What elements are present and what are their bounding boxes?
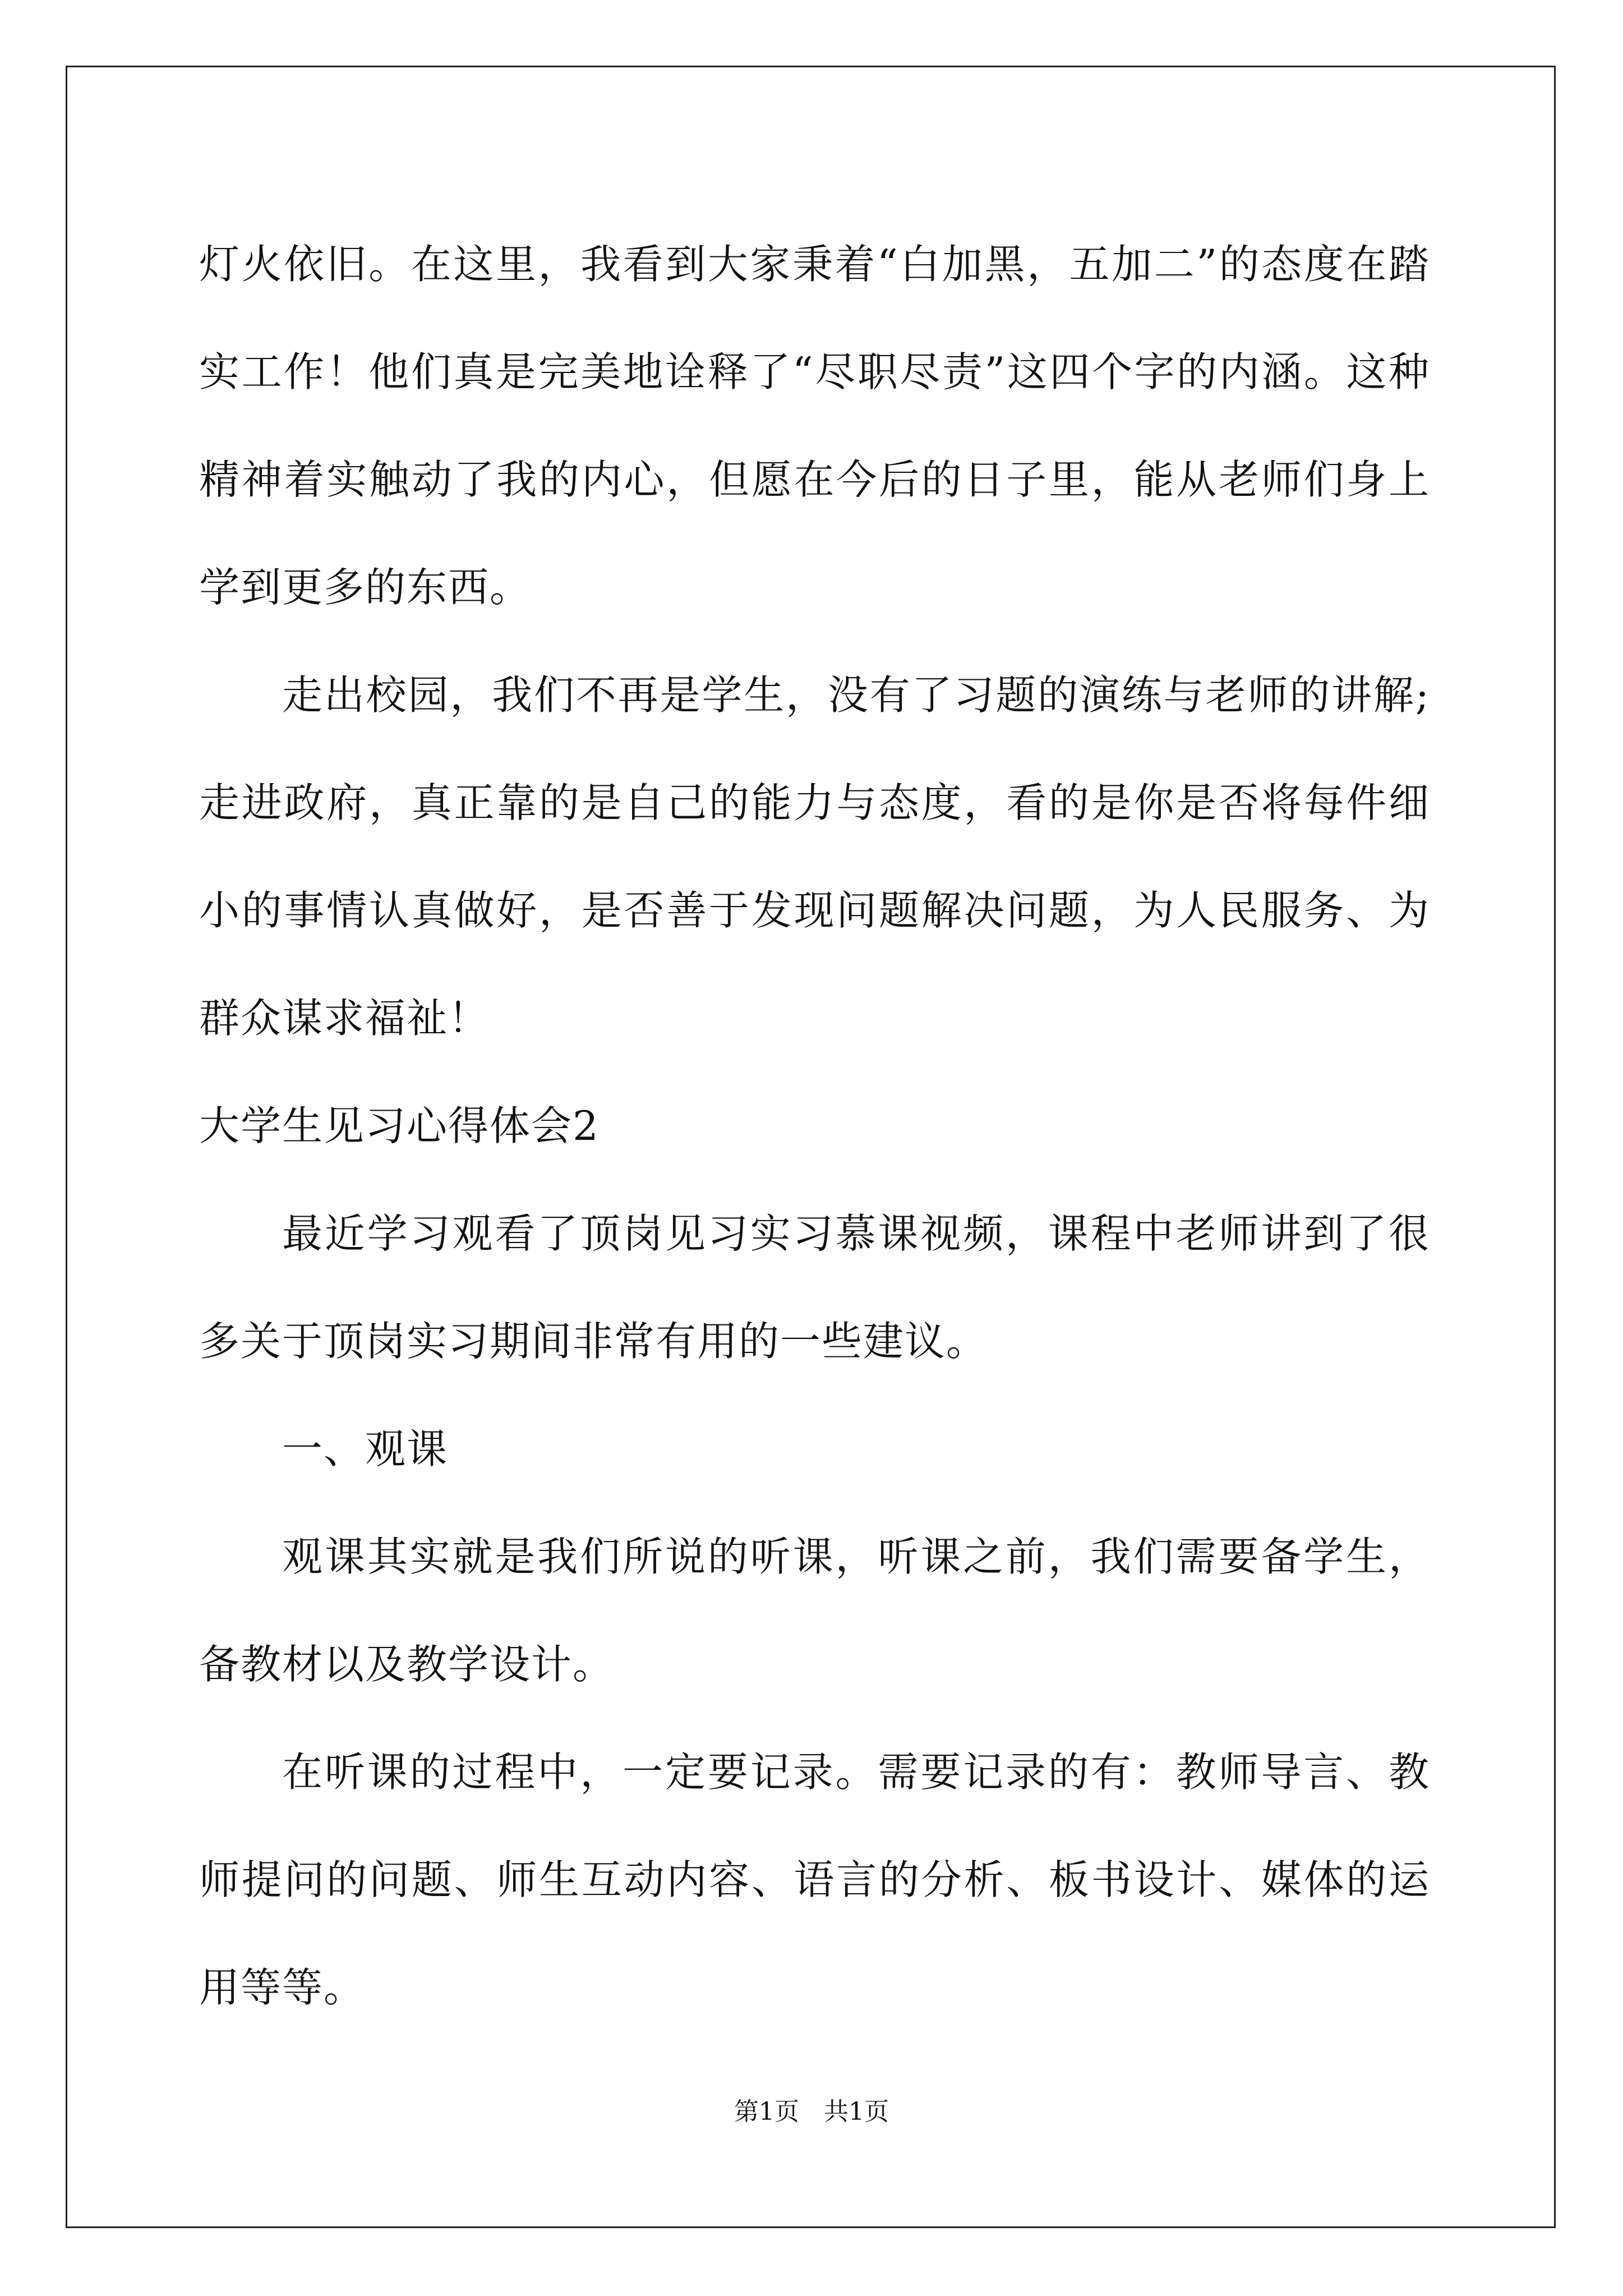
section-heading: 大学生见习心得体会2 <box>199 1102 600 1149</box>
page-total: 共1页 <box>824 2097 889 2126</box>
paragraph-3: 最近学习观看了顶岗见习实习慕课视频，课程中老师讲到了很多关于顶岗实习期间非常有用的一些建议。 <box>199 1210 1430 1365</box>
subheading-observe-class: 一、观课 <box>282 1425 449 1473</box>
paragraph-5: 在听课的过程中，一定要记录。需要记录的有：教师导言、教师提问的问题、师生互动内容、语言的分析、板书设计、媒体的运用等等。 <box>199 1749 1430 2011</box>
document-body <box>199 210 1430 2041</box>
paragraph-4: 观课其实就是我们所说的听课，听课之前，我们需要备学生，备教材以及教学设计。 <box>199 1533 1430 1688</box>
page-number: 第1页 <box>734 2097 799 2126</box>
paragraph-1: 灯火依旧。在这里，我看到大家秉着“白加黑，五加二”的态度在踏实工作！他们真是完美地诠释了“尽职尽责”这四个字的内涵。这种精神着实触动了我的内心，但愿在今后的日子里，能从老师们身上学到更多的东西。 <box>199 241 1430 611</box>
page-footer <box>0 2095 1623 2129</box>
paragraph-2: 走出校园，我们不再是学生，没有了习题的演练与老师的讲解;走进政府，真正靠的是自己的能力与态度，看的是你是否将每件细小的事情认真做好，是否善于发现问题解决问题，为人民服务、为群众谋求福祉！ <box>199 671 1430 1042</box>
